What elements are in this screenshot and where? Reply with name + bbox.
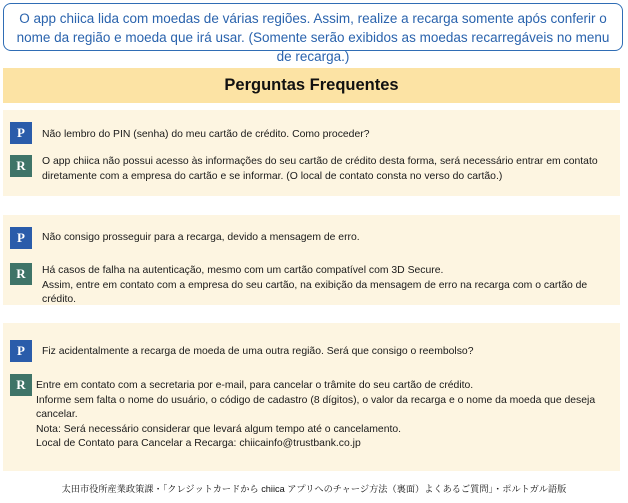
faq-answer	[36, 379, 616, 452]
question-badge: P	[10, 122, 32, 144]
answer-line: Assim, entre em contato com a empresa do seu cartão, na exibição da mensagem de erro na recarga com o cartão de crédito.	[42, 279, 588, 306]
faq-answer	[42, 264, 620, 308]
answer-line: Informe sem falta o nome do usuário, o código de cadastro (8 dígitos), o valor da recarga e o nome da moeda que deseja	[36, 394, 596, 406]
answer-line: diretamente com a empresa do cartão e se informar. (O local de contato consta no verso do cartão.)	[42, 170, 503, 182]
question-badge: P	[10, 340, 32, 362]
faq-item	[3, 110, 620, 196]
faq-question: Não consigo prosseguir para a recarga, devido a mensagem de erro.	[42, 232, 360, 243]
faq-question: Não lembro do PIN (senha) do meu cartão de crédito. Como proceder?	[42, 129, 370, 140]
answer-badge: R	[10, 263, 32, 285]
answer-line: Entre em contato com a secretaria por e-mail, para cancelar o trâmite do seu cartão de crédito.	[36, 380, 474, 391]
faq-title: Perguntas Frequentes	[3, 68, 620, 103]
faq-question: Fiz acidentalmente a recarga de moeda de uma outra região. Será que consigo o reembolso?	[42, 346, 474, 357]
answer-line: O app chiica não possui acesso às informações do seu cartão de crédito desta forma, será necessário entrar em contato	[42, 156, 598, 167]
faq-item	[3, 215, 620, 305]
notice-text: O app chiica lida com moedas de várias regiões. Assim, realize a recarga somente após conferir o nome da região e moeda que irá usar. (Somente serão exibidos as moedas recarregáveis no menu de recarga.)	[16, 11, 610, 64]
faq-item	[3, 323, 620, 471]
faq-answer	[42, 155, 598, 184]
answer-badge: R	[10, 374, 32, 396]
question-badge: P	[10, 227, 32, 249]
region-currency-notice	[3, 3, 623, 64]
answer-line: Há casos de falha na autenticação, mesmo com um cartão compatível com 3D Secure.	[42, 265, 444, 276]
answer-line: Nota: Será necessário considerar que levará algum tempo até o cancelamento.	[36, 423, 402, 435]
answer-line: cancelar.	[36, 409, 78, 421]
answer-badge: R	[10, 155, 32, 177]
document-footer: 太田市役所産業政策課・「クレジットカードから chiica アプリへのチャージ方法（裏面）よくあるご質問」・ポルトガル語版	[61, 484, 567, 494]
answer-line: Local de Contato para Cancelar a Recarga: chiicainfo@trustbank.co.jp	[36, 438, 361, 450]
